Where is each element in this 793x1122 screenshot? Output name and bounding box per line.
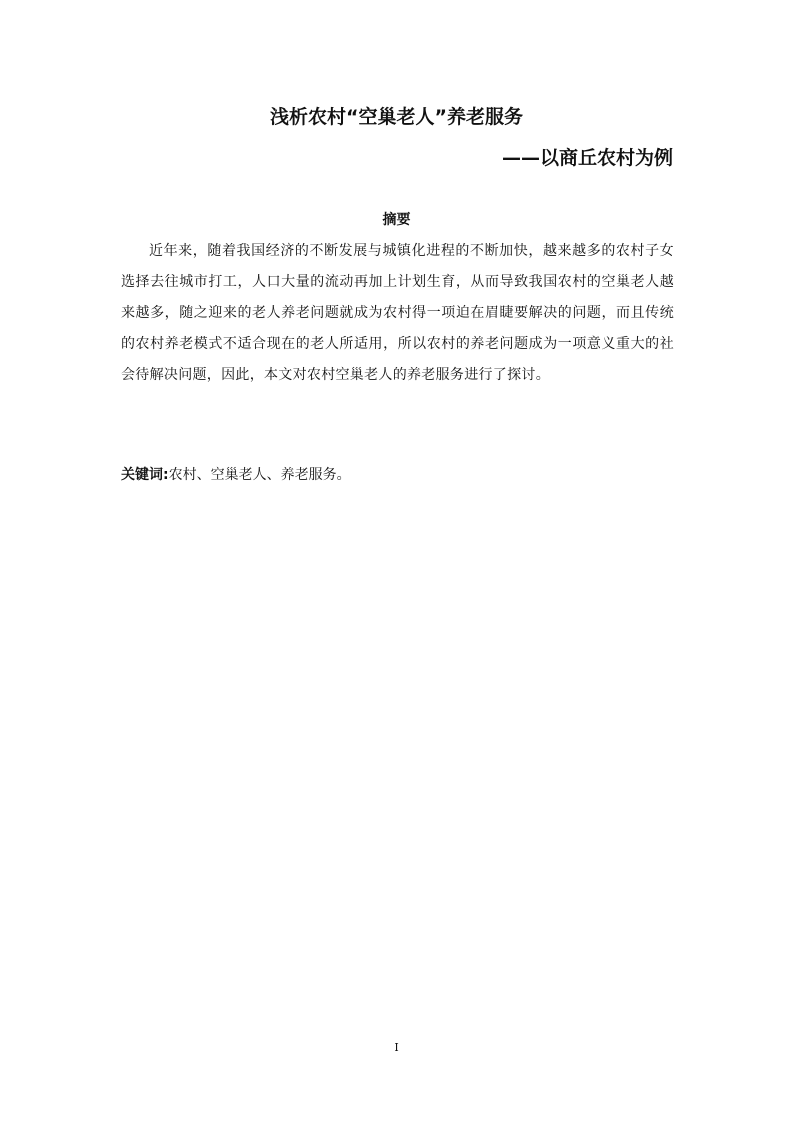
- document-title: 浅析农村“空巢老人”养老服务: [270, 106, 523, 128]
- page-number: I: [394, 1041, 399, 1054]
- keywords-value: 农村、空巢老人、养老服务。: [168, 467, 351, 483]
- document-subtitle: ——以商丘农村为例: [501, 147, 673, 169]
- keywords-line: [121, 462, 674, 488]
- abstract-body: 近年来，随着我国经济的不断发展与城镇化进程的不断加快，越来越多的农村子女选择去往城市打工，人口大量的流动再加上计划生育，从而导致我国农村的空巢老人越来越多，随之迎来的老人养老问题就成为农村得一项迫在眉睫要解决的问题，而且传统的农村养老模式不适合现在的老人所适用，所以农村的养老问题成为一项意义重大的社会待解决问题，因此，本文对农村空巢老人的养老服务进行了探讨。: [121, 243, 674, 383]
- keywords-label: 关键词:: [121, 467, 169, 483]
- abstract-heading: 摘要: [382, 212, 411, 228]
